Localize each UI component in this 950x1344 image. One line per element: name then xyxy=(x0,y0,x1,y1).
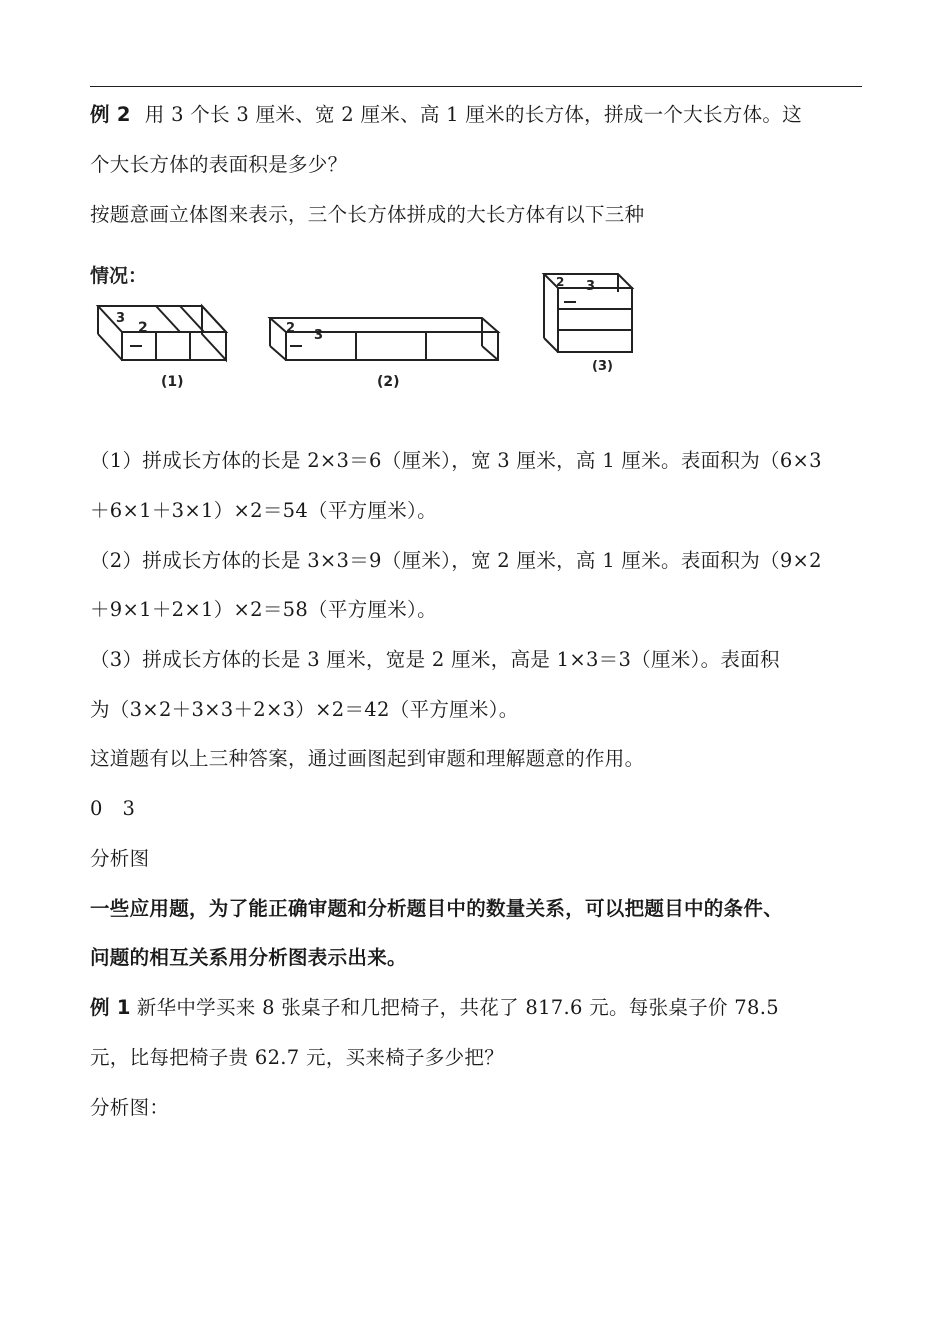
example1-line1 xyxy=(90,995,779,1021)
section-title: 分析图 xyxy=(90,847,150,870)
section-intro-line2: 问题的相互关系用分析图表示出来。 xyxy=(90,946,407,969)
solution2-line1: （2）拼成长方体的长是 3×3＝9（厘米），宽 2 厘米，高 1 厘米。表面积为（9×2 xyxy=(90,549,822,572)
f1-label-b: 2 xyxy=(138,320,148,336)
example1-analysis-label: 分析图： xyxy=(90,1096,170,1119)
example2-text-line2: 个大长方体的表面积是多少？ xyxy=(90,153,348,176)
example1-text-line1: 新华中学买来 8 张桌子和几把椅子，共花了 817.6 元。每张桌子价 78.5 xyxy=(136,996,779,1019)
f2-label-a: 2 xyxy=(286,321,296,336)
f3-label-b: 3 xyxy=(586,279,596,294)
example2-text-line1: 用 3 个长 3 厘米、宽 2 厘米、高 1 厘米的长方体，拼成一个大长方体。这 xyxy=(144,103,802,126)
solution1-line1: （1）拼成长方体的长是 2×3＝6（厘米），宽 3 厘米，高 1 厘米。表面积为（6×3 xyxy=(90,449,822,472)
example2-explain: 按题意画立体图来表示，三个长方体拼成的大长方体有以下三种 xyxy=(90,203,645,226)
caption-2: (2) xyxy=(377,374,400,390)
caption-1: (1) xyxy=(161,374,184,390)
solution3-line1: （3）拼成长方体的长是 3 厘米，宽是 2 厘米，高是 1×3＝3（厘米）。表面积 xyxy=(90,648,780,671)
f1-label-a: 3 xyxy=(116,311,126,326)
section-intro-line1: 一些应用题，为了能正确审题和分析题目中的数量关系，可以把题目中的条件、 xyxy=(90,897,784,920)
arrangement-2 xyxy=(270,318,498,360)
cuboid-figure xyxy=(90,262,650,396)
f3-label-a: 2 xyxy=(556,275,565,289)
example1-text-line2: 元，比每把椅子贵 62.7 元，买来椅子多少把？ xyxy=(90,1046,505,1069)
solution3-line2: 为（3×2＋3×3＋2×3）×2＝42（平方厘米）。 xyxy=(90,698,519,721)
example2-line1 xyxy=(90,102,802,128)
solution2-line2: ＋9×1＋2×1）×2＝58（平方厘米）。 xyxy=(90,598,437,621)
section-number: 0 3 xyxy=(90,797,136,820)
caption-3: (3) xyxy=(592,359,613,374)
header-rule xyxy=(90,86,862,87)
conclusion: 这道题有以上三种答案，通过画图起到审题和理解题意的作用。 xyxy=(90,747,645,770)
figure-heading: 情况： xyxy=(90,265,148,287)
example1-label: 例 1 xyxy=(90,996,131,1019)
f2-label-b: 3 xyxy=(314,328,324,343)
cuboid-figure-svg xyxy=(90,262,650,392)
example2-label: 例 2 xyxy=(90,103,131,126)
solution1-line2: ＋6×1＋3×1）×2＝54（平方厘米）。 xyxy=(90,499,437,522)
